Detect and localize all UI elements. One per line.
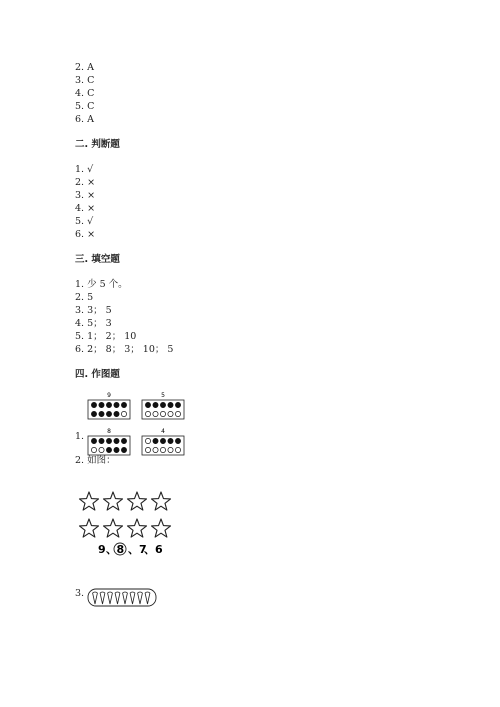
- answer-3-2: 2. 5: [75, 292, 94, 303]
- star-icon: [127, 492, 146, 510]
- counter-filled: [99, 438, 104, 443]
- carrot-icon: [93, 592, 98, 604]
- counter-filled: [160, 402, 165, 407]
- carrot-icon: [145, 592, 150, 604]
- star-icon: [79, 519, 98, 537]
- carrot-icon: [123, 592, 128, 604]
- star-icon: [151, 492, 170, 510]
- counter-empty: [153, 411, 158, 416]
- counter-empty: [168, 411, 173, 416]
- counter-filled: [114, 447, 119, 452]
- answer-2-4: 4. ×: [75, 203, 96, 214]
- answer-3-3: 3. 3； 5: [75, 305, 112, 316]
- counter-filled: [114, 411, 119, 416]
- circled-group-figure: [86, 586, 158, 610]
- answer-3-1: 1. 少 5 个。: [75, 279, 128, 290]
- counter-filled: [91, 438, 96, 443]
- q2-label: 2. 如图：: [75, 455, 116, 466]
- answer-1-4: 4. C: [75, 88, 95, 99]
- counter-filled: [121, 402, 126, 407]
- counter-filled: [160, 438, 165, 443]
- carrot-icon: [138, 592, 143, 604]
- answer-1-6: 6. A: [75, 114, 94, 125]
- counter-empty: [145, 411, 150, 416]
- counter-filled: [106, 447, 111, 452]
- counter-filled: [106, 438, 111, 443]
- counter-filled: [91, 402, 96, 407]
- counter-empty: [145, 447, 150, 452]
- ten-frames-figure: [84, 390, 194, 458]
- sequence-row: [98, 543, 163, 556]
- counter-empty: [160, 447, 165, 452]
- answer-1-2: 2. A: [75, 62, 94, 73]
- carrot-icon: [100, 592, 105, 604]
- counter-empty: [99, 447, 104, 452]
- counter-filled: [168, 438, 173, 443]
- carrot-icon: [108, 592, 113, 604]
- counter-empty: [168, 447, 173, 452]
- counter-empty: [175, 447, 180, 452]
- counter-filled: [153, 402, 158, 407]
- counter-empty: [153, 447, 158, 452]
- counter-filled: [145, 402, 150, 407]
- answer-1-3: 3. C: [75, 75, 95, 86]
- answer-2-3: 3. ×: [75, 190, 96, 201]
- counter-empty: [145, 438, 150, 443]
- counter-filled: [121, 447, 126, 452]
- stars-figure: [78, 488, 178, 560]
- section-heading-fill-blank: 三. 填空题: [75, 254, 120, 265]
- carrot-icon: [115, 592, 120, 604]
- counter-filled: [99, 402, 104, 407]
- sequence-item-circled: 8: [116, 543, 125, 556]
- carrot-icon: [130, 592, 135, 604]
- star-icon: [127, 519, 146, 537]
- answer-3-4: 4. 5； 3: [75, 318, 112, 329]
- ten-frame-number: 4: [161, 428, 165, 435]
- star-icon: [79, 492, 98, 510]
- answer-2-1: 1. √: [75, 164, 94, 175]
- sequence-item: 、: [106, 543, 117, 556]
- counter-filled: [91, 411, 96, 416]
- counter-empty: [121, 411, 126, 416]
- counter-filled: [153, 438, 158, 443]
- answer-2-2: 2. ×: [75, 177, 96, 188]
- counter-empty: [91, 447, 96, 452]
- star-icon: [103, 492, 122, 510]
- counter-filled: [175, 402, 180, 407]
- sequence-item: 、6: [144, 543, 163, 556]
- answer-3-6: 6. 2； 8； 3； 10； 5: [75, 344, 174, 355]
- counter-filled: [121, 438, 126, 443]
- section-heading-drawing: 四. 作图题: [75, 369, 120, 380]
- ten-frame-number: 5: [161, 392, 165, 399]
- counter-filled: [168, 402, 173, 407]
- counter-filled: [106, 402, 111, 407]
- counter-filled: [114, 438, 119, 443]
- counter-filled: [175, 438, 180, 443]
- star-icon: [151, 519, 170, 537]
- q3-label: 3.: [75, 588, 85, 599]
- answer-2-6: 6. ×: [75, 229, 96, 240]
- star-icon: [103, 519, 122, 537]
- counter-filled: [106, 411, 111, 416]
- counter-empty: [175, 411, 180, 416]
- counter-empty: [160, 411, 165, 416]
- sequence-item: 、7: [128, 543, 147, 556]
- ten-frame-number: 8: [107, 428, 111, 435]
- q1-label: 1.: [75, 431, 85, 442]
- section-heading-judgement: 二. 判断题: [75, 139, 120, 150]
- answer-1-5: 5. C: [75, 101, 95, 112]
- answer-3-5: 5. 1； 2； 10: [75, 331, 137, 342]
- sequence-item: 9: [98, 543, 106, 556]
- counter-filled: [99, 411, 104, 416]
- counter-filled: [114, 402, 119, 407]
- ten-frame-number: 9: [107, 392, 111, 399]
- answer-2-5: 5. √: [75, 216, 94, 227]
